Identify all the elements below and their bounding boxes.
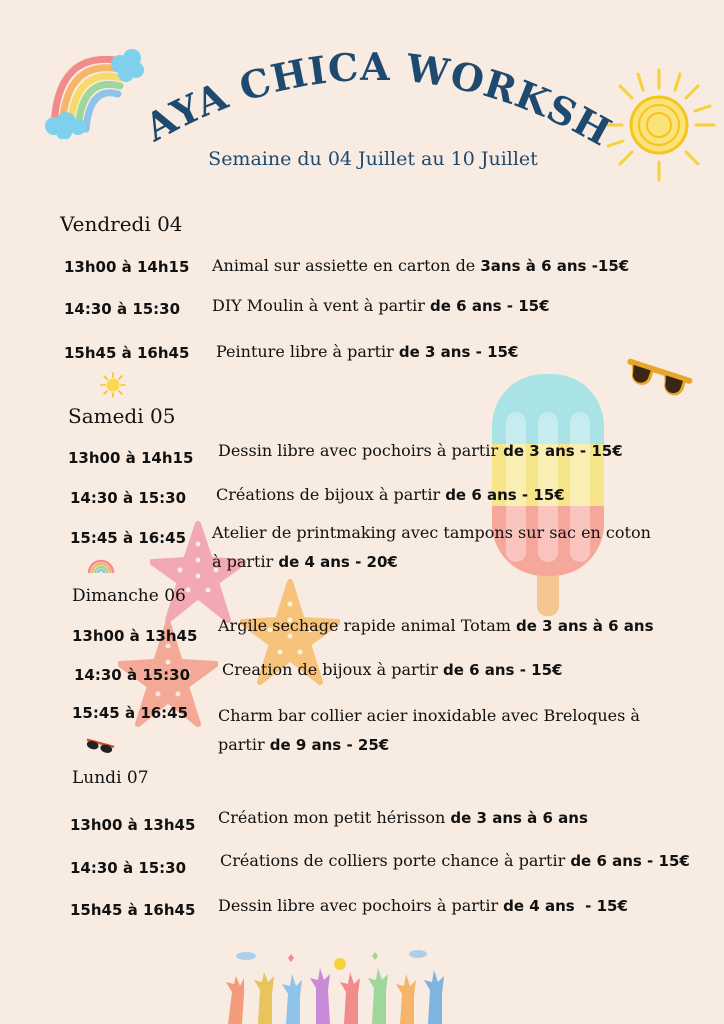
session-time: 14:30 à 15:30 — [74, 666, 191, 684]
session-activity: Creation de bijoux à partir de 6 ans - 15€ — [222, 660, 563, 679]
svg-text:PLAYA CHICA WORKSHOP — [123, 0, 619, 155]
session-time: 15:45 à 16:45 — [70, 529, 187, 547]
day-heading-vendredi: Vendredi 04 — [60, 212, 183, 236]
session-time: 14:30 à 15:30 — [70, 489, 187, 507]
session-time: 13h00 à 13h45 — [70, 816, 196, 834]
session-activity: Argile sechage rapide animal Totam de 3 ans à 6 ans — [218, 616, 654, 635]
session-activity: Charm bar collier acier inoxidable avec Breloques à partir de 9 ans - 25€ — [218, 706, 640, 754]
session-activity: Peinture libre à partir de 3 ans - 15€ — [216, 342, 519, 361]
session-time: 13h00 à 13h45 — [72, 627, 198, 645]
session-activity: Dessin libre avec pochoirs à partir de 4 ans - 15€ — [218, 896, 628, 915]
session-time: 15h45 à 16h45 — [64, 344, 190, 362]
sunglasses-icon — [84, 736, 116, 754]
session-activity: DIY Moulin à vent à partir de 6 ans - 15€ — [212, 296, 550, 315]
day-heading-dimanche: Dimanche 06 — [72, 586, 186, 606]
session-activity: Créations de colliers porte chance à partir de 6 ans - 15€ — [220, 851, 690, 870]
raised-hands-icon — [222, 948, 452, 1024]
title-text: PLAYA CHICA WORKSHOP — [122, 0, 620, 155]
session-time: 15:45 à 16:45 — [72, 704, 189, 722]
session-activity: Animal sur assiette en carton de 3ans à 6 ans -15€ — [212, 256, 630, 275]
session-time: 15h45 à 16h45 — [70, 901, 196, 919]
session-activity: Dessin libre avec pochoirs à partir de 3 ans - 15€ — [218, 441, 623, 460]
day-heading-samedi: Samedi 05 — [68, 404, 176, 428]
page-title — [122, 0, 620, 168]
sunglasses-icon — [620, 352, 696, 402]
session-activity: Créations de bijoux à partir de 6 ans - 15€ — [216, 485, 565, 504]
session-activity: Création mon petit hérisson de 3 ans à 6 ans — [218, 808, 588, 827]
session-time: 14:30 à 15:30 — [70, 859, 187, 877]
session-activity: Atelier de printmaking avec tampons sur sac en coton à partir de 4 ans - 20€ — [212, 523, 651, 571]
subtitle: Semaine du 04 Juillet au 10 Juillet — [208, 148, 538, 170]
rainbow-icon — [86, 554, 116, 574]
session-time: 14:30 à 15:30 — [64, 300, 181, 318]
session-time: 13h00 à 14h15 — [68, 449, 194, 467]
rainbow-icon — [36, 34, 146, 139]
sun-icon — [100, 372, 126, 398]
session-time: 13h00 à 14h15 — [64, 258, 190, 276]
day-heading-lundi: Lundi 07 — [72, 768, 149, 788]
